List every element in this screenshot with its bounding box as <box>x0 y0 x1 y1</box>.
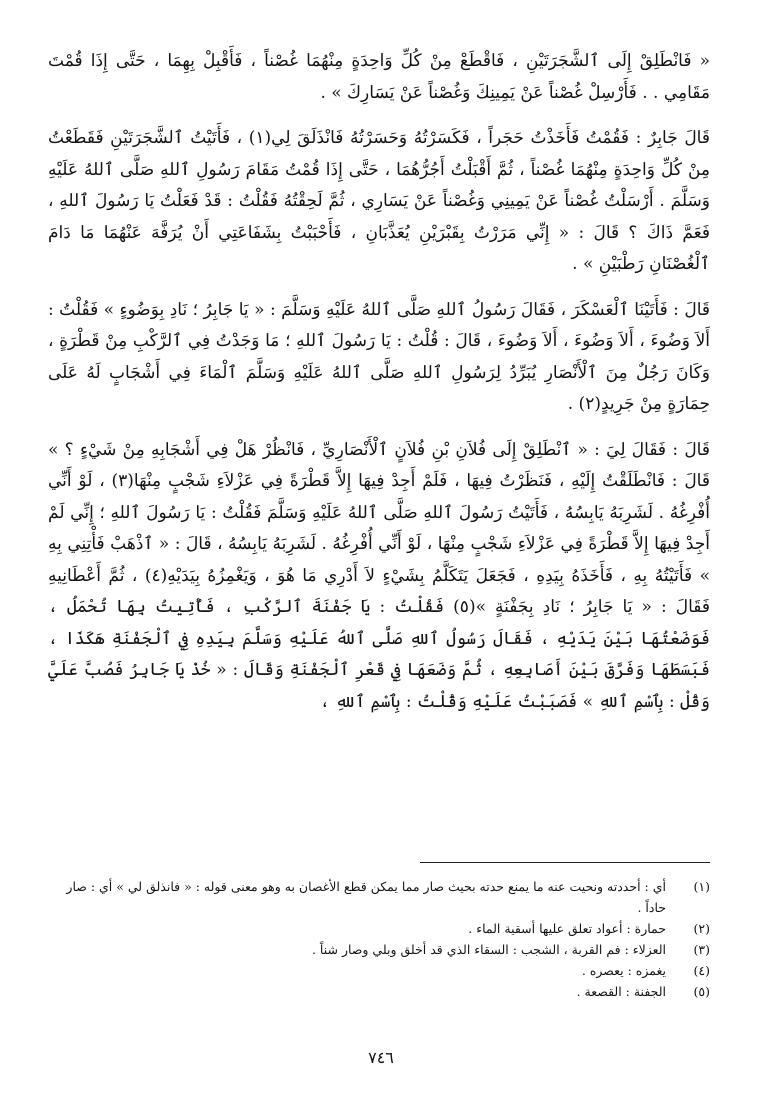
footnote-number: (٣) <box>693 942 710 957</box>
footnote-2 <box>48 918 710 939</box>
footnote-number: (١) <box>693 879 710 894</box>
footnote-number: (٤) <box>693 963 710 978</box>
paragraph-3: قَالَ : فَأَتَيْنَا ٱلْعَسْكَرَ ، فَقَالَ رَسُولُ ٱللهِ صَلَّى ٱللهُ عَلَيْهِ وَسَلَّمَ : « يَا جَابِرُ ؛ نَادِ بِوَضُوءٍ » فَقُلْتُ : أَلاَ وَضُوءَ ، أَلاَ وَضُوءَ ، أَلاَ وَضُوءَ ، قَالَ : قُلْتُ : يَا رَسُولَ ٱللهِ ؛ مَا وَجَدْتُ فِي ٱلرَّكْبِ مِنْ قَطْرَةٍ ، وَكَانَ رَجُلٌ مِنَ ٱلْأَنْصَارِ يُبَرِّدُ لِرَسُولِ ٱللهِ صَلَّى ٱللهُ عَلَيْهِ وَسَلَّمَ ٱلْمَاءَ فِي أَشْجَابٍ لَهُ عَلَى حِمَارَةٍ مِنْ جَرِيدٍ(٢) . <box>48 299 710 414</box>
footnote-text: أي : أحددته ونحيت عنه ما يمنع حدته بحيث صار مما يمكن قطع الأغصان به وهو معنى قوله : « فانذلق لي » أي : صار حاداً . <box>66 879 666 915</box>
page-number: ٧٤٦ <box>368 1048 394 1067</box>
footnote-5 <box>48 981 710 1002</box>
footnote-4 <box>48 960 710 981</box>
footnote-text: العزلاء : فم القربة ، الشجب : السقاء الذي قد أخلق وبلي وصار شناً . <box>311 942 666 957</box>
main-text <box>48 46 710 718</box>
paragraph-2: قَالَ جَابِرٌ : فَقُمْتُ فَأَخَذْتُ حَجَراً ، فَكَسَرْتُهُ وَحَسَرْتُهُ فَانْذَلَقَ لِي(١) ، فَأَتَيْتُ ٱلشَّجَرَتَيْنِ فَقَطَعْتُ مِنْ كُلِّ وَاحِدَةٍ مِنْهُمَا غُصْناً ، ثُمَّ أَقْبَلْتُ أَجُرُّهُمَا ، حَتَّى إِذَا قُمْتُ مَقَامَ رَسُولِ ٱللهِ صَلَّى ٱللهُ عَلَيْهِ وَسَلَّمَ . أَرْسَلْتُ غُصْناً عَنْ يَمِينِي وَغُصْناً عَنْ يَسَارِي ، ثُمَّ لَحِقْتُهُ فَقُلْتُ : قَدْ فَعَلْتُ يَا رَسُولَ ٱللهِ ، فَعَمَّ ذَاكَ ؟ قَالَ : « إِنِّي مَرَرْتُ بِقَبْرَيْنِ يُعَذَّبَانِ ، فَأَحْبَبْتُ بِشَفَاعَتِي أَنْ يُرَفَّهَ عَنْهُمَا مَا دَامَ ٱلْغُصْنَانِ رَطْبَيْنِ » . <box>48 128 710 274</box>
footnotes <box>48 876 710 1002</box>
footnote-1 <box>48 876 710 918</box>
footnote-divider <box>420 862 710 863</box>
footnote-text: الجفنة : القصعة . <box>576 984 666 999</box>
paragraph-4: قَالَ : فَقَالَ لِيَ : « ٱنْطَلِقْ إِلَى فُلاَنِ بْنِ فُلاَنٍ ٱلْأَنْصَارِيِّ ، فَانْظُرْ هَلْ فِي أَشْجَابِهِ مِنْ شَيْءٍ ؟ » قَالَ : فَانْطَلَقْتُ إِلَيْهِ ، فَنَظَرْتُ فِيهَا ، فَلَمْ أَجِدْ فِيهَا إِلاَّ قَطْرَةً فِي عَزْلاَءِ شَجْبٍ مِنْهَا(٣) ، لَوْ أَنِّي أُفْرِغُهُ . لَشَرِبَهُ يَابِسُهُ ، فَأَتَيْتُ رَسُولَ ٱللهِ صَلَّى ٱللهُ عَلَيْهِ وَسَلَّمَ فَقُلْتُ : يَا رَسُولَ ٱللهِ ؛ إِنِّي لَمْ أَجِدْ فِيهَا إِلاَّ قَطْرَةً فِي عَزْلاَءِ شَجْبٍ مِنْهَا ، لَوْ أَنِّي أُفْرِغُهُ . لَشَرِبَهُ يَابِسُهُ ، قَالَ : « ٱذْهَبْ فَأْتِنِي بِهِ » فَأَتَيْتُهُ بِهِ ، فَأَخَذَهُ بِيَدِهِ ، فَجَعَلَ يَتَكَلَّمُ بِشَيْءٍ لاَ أَدْرِي مَا هُوَ ، وَيَغْمِزُهُ بِيَدَيْهِ(٤) ، ثُمَّ أَعْطَانِيهِ فَقَالَ : « يَا جَابِرُ ؛ نَادِ بِجَفْنَةٍ »(٥) فَقُلْتُ : يَا جَفْنَةَ ٱلرَّكْبِ ، فَأُتِيتُ بِهَا تُحْمَلُ ، فَوَضَعْتُهَا بَيْنَ يَدَيْهِ ، فَقَالَ رَسُولُ ٱللهِ صَلَّى ٱللهُ عَلَيْهِ وَسَلَّمَ بِيَدِهِ فِي ٱلْجَفْنَةِ هَكَذَا ، فَبَسَطَهَا وَفَرَّقَ بَيْنَ أَصَابِعِهِ ، ثُمَّ وَضَعَهَا فِي قَعْرِ ٱلْجَفْنَةِ وَقَالَ : « خُذْ يَا جَابِرُ فَصُبَّ عَلَيَّ وَقُلْ : بِٱسْمِ ٱللهِ » فَصَبَبْتُ عَلَيْهِ وَقُلْتُ : بِٱسْمِ ٱللهِ ، <box>48 439 711 712</box>
footnote-number: (٥) <box>693 984 710 999</box>
footnote-3 <box>48 939 710 960</box>
paragraph-1: « فَانْطَلِقْ إِلَى ٱلشَّجَرَتَيْنِ ، فَاقْطَعْ مِنْ كُلِّ وَاحِدَةٍ مِنْهُمَا غُصْناً ، فَأَقْبِلْ بِهِمَا ، حَتَّى إِذَا قُمْتَ مَقَامِي . . فَأَرْسِلْ غُصْناً عَنْ يَمِينِكَ وَغُصْناً عَنْ يَسَارِكَ » . <box>48 51 710 103</box>
footnote-number: (٢) <box>693 921 710 936</box>
footnote-text: يغمزه : يعصره . <box>581 963 666 978</box>
footnote-text: حمارة : أعواد تعلق عليها أسقية الماء . <box>468 921 666 936</box>
